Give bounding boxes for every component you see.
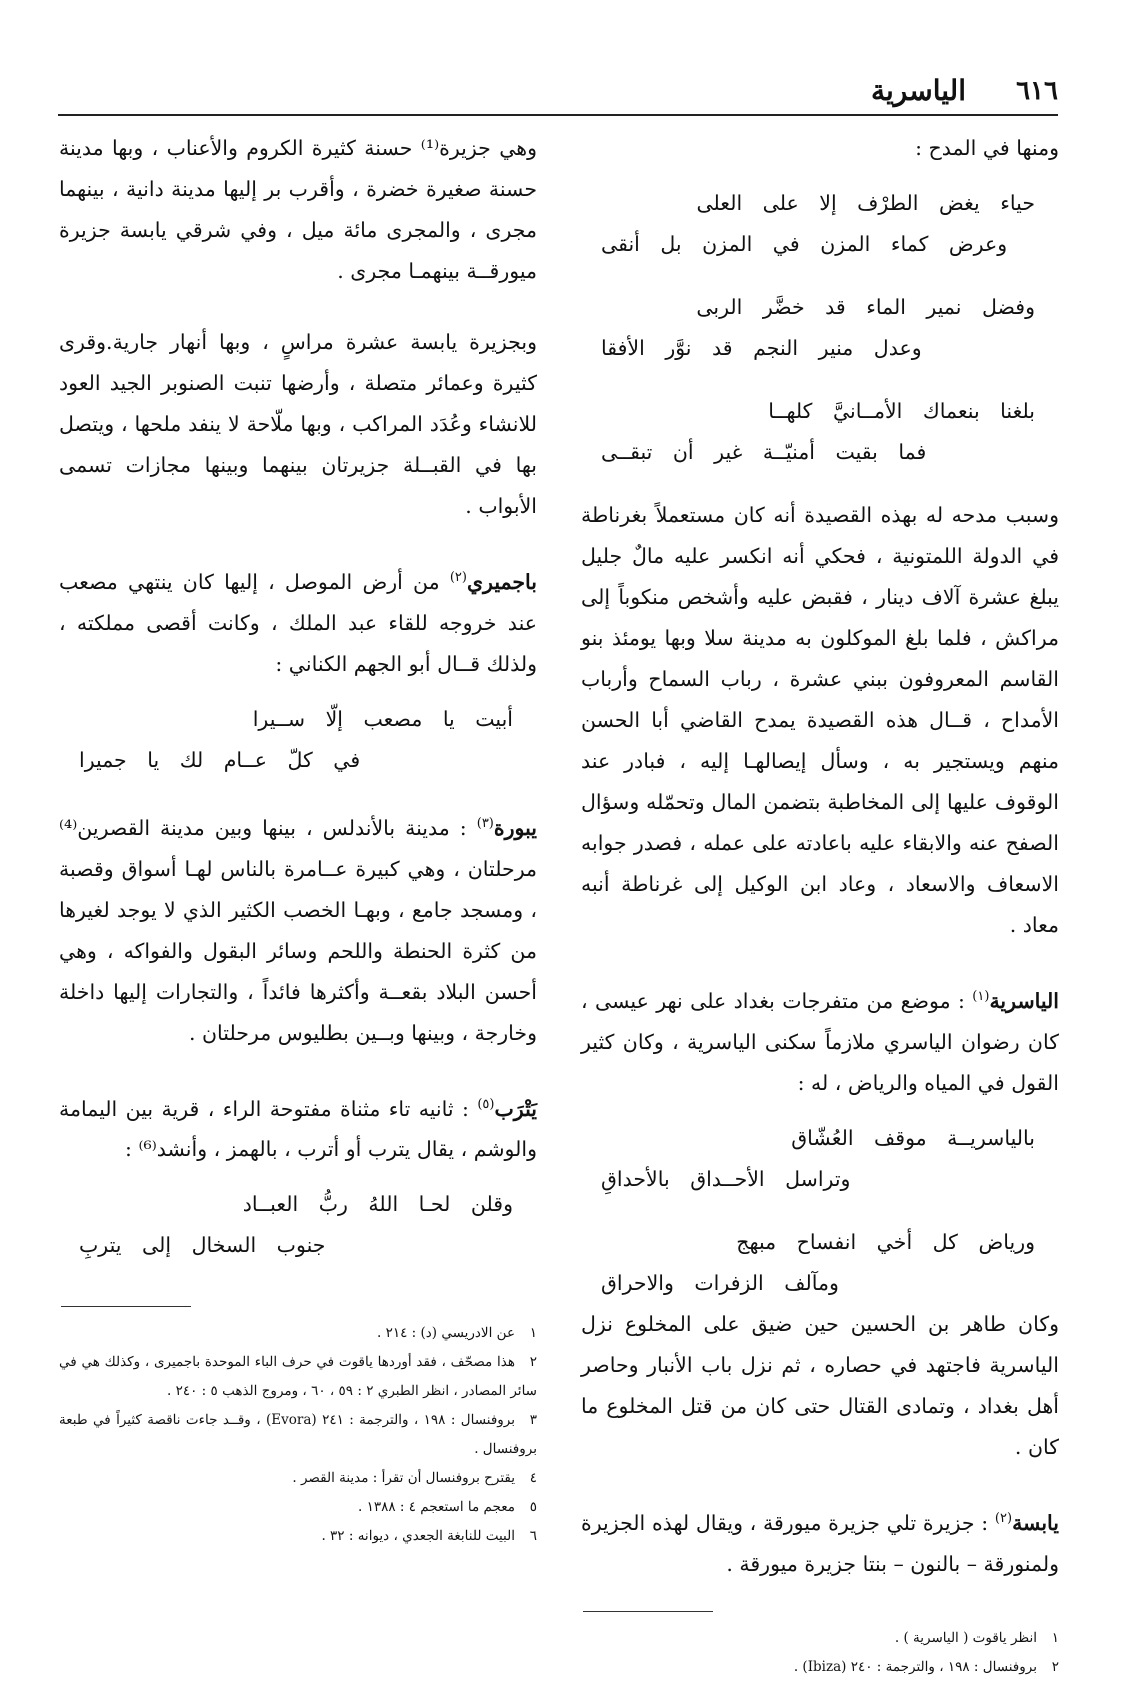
paragraph: وهي جزيرة⁽¹⁾ حسنة كثيرة الكروم والأعناب ، وبها مدينة حسنة صغيرة خضرة ، وأقرب بر إليها مدينة دانية ، بينهما مجرى ، والمجرى مائة ميل ، وفي شرقي يابسة جزيرة ميورقــة بينهمـا مجرى . bbox=[59, 136, 537, 283]
footnote-ref: (١) bbox=[972, 989, 990, 1004]
verse-line: وعدل منير النجم قد نوَّر الأفقا bbox=[601, 336, 922, 360]
entry-heading: يَتْرَب bbox=[494, 1096, 537, 1121]
running-title: الياسرية bbox=[870, 74, 966, 107]
verse-3 bbox=[581, 391, 1059, 473]
right-column bbox=[581, 128, 1059, 1682]
verse-line: وعرض كماء المزن في المزن بل أنقى bbox=[601, 232, 1008, 256]
entry-yabura bbox=[59, 803, 537, 1054]
entry-heading: يابسة bbox=[1012, 1510, 1059, 1535]
entry-text: من أرض الموصل ، إليها كان ينتهي مصعب عند خروجه للقاء عبد الملك ، وكانت أقصى مملكته ، ولذلك قــال أبو الجهم الكناني : bbox=[59, 569, 537, 676]
footnote-ref: (٥) bbox=[477, 1096, 495, 1112]
verse-line: حياء يغض الطرْف إلا على العلى bbox=[696, 191, 1035, 215]
verse-7 bbox=[59, 1184, 537, 1266]
intro-line: ومنها في المدح : bbox=[915, 136, 1059, 160]
paragraph: وسبب مدحه له بهذه القصيدة أنه كان مستعملاً بغرناطة في الدولة اللمتونية ، فحكي أنه انكسر عليه مالٌ جليل يبلغ عشرة آلاف دينار ، فقبض عليه وأشخص منكوباً إلى مراكش ، فلما بلغ الموكلون به مدينة سلا وبها يومئذ بنو القاسم المعروفون ببني عشرة ، رباب السماح وأرباب الأمداح ، قــال هذه القصيدة يمدح القاضي أبا الحسن منهم ويستجير به ، وسأل إيصالهـا إليه ، فبادر عند الوقوف عليها إلى المخاطبة بتضمن المال وتحمّله وسؤال الصفح عنه والابقاء عليه باعادته على عمله ، فصدر جوابه الاسعاف والاسعاد ، وعاد ابن الوكيل إلى غرناطة أنبه معاد . bbox=[581, 503, 1059, 937]
footnotes bbox=[59, 1319, 537, 1551]
verse-2 bbox=[581, 287, 1059, 369]
footnote-rule bbox=[61, 1306, 191, 1307]
verse-line: بالياسريــة موقف العُشّاق bbox=[791, 1125, 1035, 1150]
entry-text: : مدينة بالأندلس ، بينها وبين مدينة القصرين⁽⁴⁾ مرحلتان ، وهي كبيرة عــامرة بالناس لهـا أسواق وقصبة ، ومسجد جامع ، وبهـا الخصب الكثير الذي لا يوجد لغيرها من كثرة الحنطة واللحم وسائر البقول والفواكه ، وهي أحسن البلاد بقعــة وأكثرها فائداً ، والتجارات إليها داخلة وخارجة ، وبينها وبــين بطليوس مرحلتان . bbox=[59, 815, 537, 1045]
footnote-ref: (٣) bbox=[476, 815, 494, 831]
verse-line: جنوب السخال إلى يتربِ bbox=[79, 1233, 326, 1258]
footnote-rule bbox=[583, 1611, 713, 1612]
entry-heading: باجميري bbox=[466, 569, 537, 594]
footnote: ٢هذا مصحّف ، فقد أوردها ياقوت في حرف الباء الموحدة باجميرى ، وكذلك هي في سائر المصادر ، انظر الطبري ٢ : ٥٩ ، ٦٠ ، ومروج الذهب ٥ : ٢٤٠ . bbox=[59, 1354, 537, 1400]
entry-text: : ثانيه تاء مثناة مفتوحة الراء ، قرية بين اليمامة والوشم ، يقال يترب أو أترب ، بالهمز ، وأنشد⁽⁶⁾ : bbox=[59, 1096, 537, 1162]
verse-5 bbox=[581, 1222, 1059, 1304]
entry-yabisa bbox=[581, 1498, 1059, 1585]
entry-yasiriya bbox=[581, 976, 1059, 1104]
entry-heading: يبورة bbox=[493, 815, 537, 840]
footnote: ٣بروفنسال : ١٩٨ ، والترجمة : ٢٤١ (Evora) ، وقــد جاءت ناقصة كثيراً في طبعة بروفنسال . bbox=[59, 1412, 537, 1458]
entry-heading: الياسرية bbox=[989, 988, 1059, 1013]
verse-line: فما بقيت أمنيّــة غير أن تبقــى bbox=[601, 440, 927, 464]
footnote: ٥معجم ما استعجم ٤ : ١٣٨٨ . bbox=[357, 1499, 537, 1516]
footnotes bbox=[581, 1624, 1059, 1682]
verse-6 bbox=[59, 699, 537, 781]
verse-line: أبيت يا مصعب إلّا ســيرا bbox=[252, 706, 513, 731]
verse-1 bbox=[581, 183, 1059, 265]
left-column bbox=[59, 128, 537, 1551]
verse-line: في كلّ عــام لك يا جميرا bbox=[79, 747, 361, 772]
page-header bbox=[58, 70, 1058, 110]
entry-yatrab bbox=[59, 1084, 537, 1171]
footnote: ٤يقترح بروفنسال أن تقرأ : مدينة القصر . bbox=[292, 1470, 537, 1487]
header-rule bbox=[58, 114, 1058, 116]
verse-line: ومآلف الزفرات والاحراق bbox=[601, 1270, 839, 1295]
paragraph: وبجزيرة يابسة عشرة مراسٍ ، وبها أنهار جارية.وقرى كثيرة وعمائر متصلة ، وأرضها تنبت الصنوبر الجيد العود للانشاء وعُدَد المراكب ، وبها ملّاحة لا ينفد ملحها ، ويتصل بها في القبــلة جزيرتان بينهما وبينها مجازات تسمى الأبواب . bbox=[59, 330, 537, 518]
footnote: ١عن الادريسي (د) : ٢١٤ . bbox=[377, 1325, 537, 1342]
entry-text: : موضع من متفرجات بغداد على نهر عيسى ، كان رضوان الياسري ملازماً سكنى الياسرية ، وكان كثير القول في المياه والرياض ، له : bbox=[581, 988, 1059, 1095]
entry-text: : جزيرة تلي جزيرة ميورقة ، ويقال لهذه الجزيرة ولمنورقة – بالنون – بنتا جزيرة ميورقة . bbox=[581, 1510, 1059, 1576]
footnote-ref: (٢) bbox=[449, 570, 467, 585]
entry-bajmiri bbox=[59, 557, 537, 685]
verse-line: وقلن لحـا اللهُ ربُّ العبــاد bbox=[242, 1192, 513, 1217]
verse-line: وتراسل الأحــداق بالأحداقِ bbox=[601, 1166, 851, 1191]
footnote-ref: (٢) bbox=[994, 1510, 1013, 1526]
page-number: ٦١٦ bbox=[1016, 76, 1058, 106]
footnote: ٢بروفنسال : ١٩٨ ، والترجمة : ٢٤٠ (Ibiza) . bbox=[793, 1658, 1059, 1675]
footnote: ٦البيت للنابغة الجعدي ، ديوانه : ٣٢ . bbox=[321, 1528, 537, 1545]
verse-line: ورياض كل أخي انفساح مبهج bbox=[736, 1229, 1035, 1254]
verse-4 bbox=[581, 1118, 1059, 1200]
verse-line: وفضل نمير الماء قد خضَّر الربى bbox=[696, 295, 1035, 319]
footnote: ١انظر ياقوت ( الياسرية ) . bbox=[894, 1629, 1059, 1646]
paragraph: وكان طاهر بن الحسين حين ضيق على المخلوع نزل الياسرية فاجتهد في حصاره ، ثم نزل باب الأنبار وحاصر أهل بغداد ، وتمادى القتال حتى كان من قتل المخلوع ما كان . bbox=[581, 1311, 1059, 1459]
verse-line: بلغنا بنعماك الأمــانيَّ كلهــا bbox=[768, 399, 1035, 423]
